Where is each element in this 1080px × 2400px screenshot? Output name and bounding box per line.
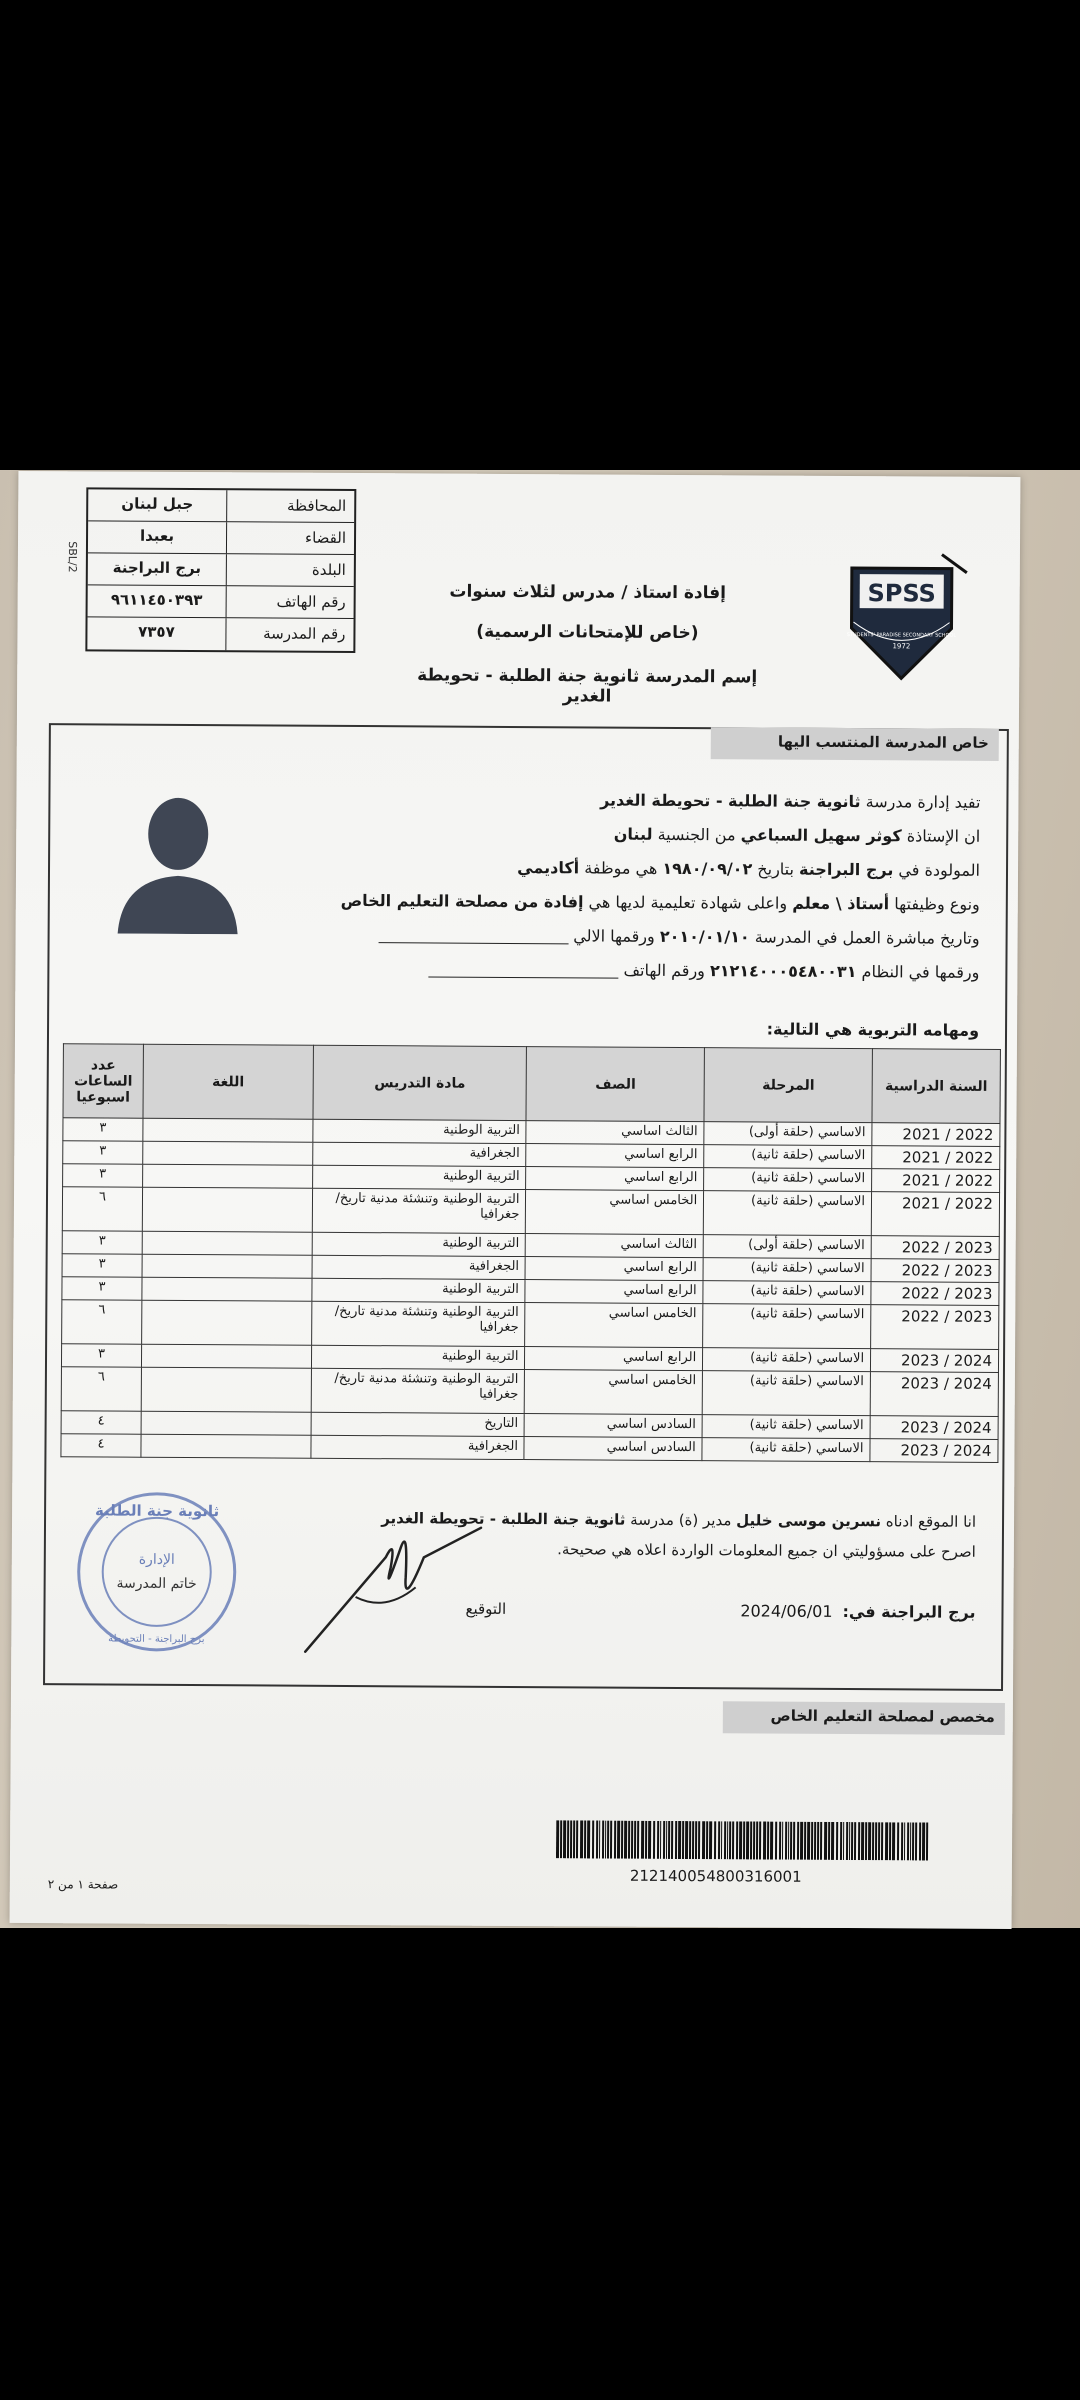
school-name-inline: ثانوية جنة الطلبة - تحويطة الغدير — [600, 790, 861, 812]
stamp-bottom-text: برج البراجنة - التحويطة — [108, 1633, 205, 1646]
barcode-bar — [739, 1821, 742, 1859]
barcode-bar — [759, 1822, 761, 1860]
barcode-bar — [682, 1821, 684, 1859]
cell-stage: الاساسي (حلقة ثانية) — [703, 1348, 871, 1372]
barcode-bar — [714, 1821, 716, 1859]
cell-stage: الاساسي (حلقة ثانية) — [702, 1415, 870, 1439]
text-segment: المولودة في — [893, 860, 981, 880]
document-page — [10, 471, 1021, 1929]
barcode-bar — [689, 1821, 691, 1859]
barcode-bar — [727, 1821, 728, 1859]
info-label: رقم الهاتف — [226, 586, 354, 618]
table-row — [61, 1367, 998, 1417]
cell-grade: الخامس اساسي — [525, 1370, 703, 1415]
cell-language — [142, 1277, 312, 1301]
info-value: ٩٦١١٤٥٠٣٩٣ — [110, 590, 203, 610]
barcode-bar — [596, 1821, 598, 1859]
cell-year: 2022 / 2021 — [872, 1146, 1000, 1170]
table-header-row — [63, 1044, 1000, 1124]
barcode-bar — [657, 1821, 659, 1859]
cell-year: 2022 / 2021 — [872, 1169, 1000, 1193]
body-line-6 — [428, 959, 979, 981]
barcode-bar — [624, 1821, 627, 1859]
text-segment: ونوع وظيفتها — [889, 894, 980, 914]
blank-line — [428, 963, 618, 978]
cell-stage: الاساسي (حلقة أولى) — [704, 1122, 872, 1146]
barcode-bar — [817, 1822, 819, 1860]
barcode-bar — [580, 1820, 583, 1858]
birth-place: برج البراجنة — [799, 859, 894, 880]
barcode-bar — [610, 1821, 612, 1859]
barcode-bar — [820, 1822, 822, 1860]
cell-language — [142, 1254, 312, 1278]
column-header: عدد الساعات اسبوعيا — [63, 1044, 143, 1118]
cell-hours: ٦ — [62, 1300, 142, 1344]
declaration-line-2: اصرح على مسؤوليتي ان جميع المعلومات الواردة اعلاه هي صحيحة. — [557, 1540, 976, 1561]
barcode-bar — [790, 1822, 792, 1860]
barcode-bar — [560, 1820, 562, 1858]
cell-grade: الرابع اساسي — [526, 1144, 704, 1168]
barcode-bar — [746, 1821, 749, 1859]
cell-grade: الخامس اساسي — [525, 1303, 703, 1348]
text-segment: ورقم الهاتف — [618, 960, 711, 981]
barcode-bar — [807, 1822, 810, 1860]
logo-ring-text: STUDENTS' PARADISE SECONDARY SCHOOL — [846, 632, 957, 639]
info-row — [88, 489, 354, 523]
cell-year: 2023 / 2022 — [871, 1259, 999, 1283]
column-header: الصف — [526, 1047, 704, 1122]
barcode-bar — [702, 1821, 705, 1859]
text-segment: ورقمها في النظام — [856, 962, 980, 982]
tasks-table — [60, 1043, 1001, 1463]
text-segment: هي موظفة — [579, 858, 663, 878]
barcode-bar — [865, 1822, 867, 1860]
text-segment: واعلى شهادة تعليمية لديها هي — [583, 892, 793, 913]
barcode-bar — [648, 1821, 651, 1859]
cell-language — [143, 1118, 313, 1142]
barcode-bar — [868, 1822, 871, 1860]
body-line-5 — [378, 925, 980, 948]
text-segment: ان الإستاذة — [901, 826, 981, 846]
barcode-bar — [666, 1821, 667, 1859]
barcode — [556, 1820, 932, 1860]
barcode-bar — [926, 1823, 928, 1861]
barcode-bar — [828, 1822, 830, 1860]
birth-date: ١٩٨٠/٠٩/٠٢ — [662, 858, 753, 879]
text-segment: بتاريخ — [752, 859, 800, 879]
barcode-bar — [678, 1821, 681, 1859]
barcode-bar — [811, 1822, 813, 1860]
job-type: أكاديمي — [517, 858, 580, 878]
barcode-bar — [831, 1822, 834, 1860]
body-line-1 — [600, 791, 980, 812]
barcode-bar — [800, 1822, 803, 1860]
barcode-bar — [570, 1820, 572, 1858]
cell-hours: ٣ — [62, 1231, 142, 1254]
barcode-bar — [889, 1822, 891, 1860]
barcode-bar — [846, 1822, 848, 1860]
column-header: المرحلة — [704, 1048, 872, 1123]
highest-degree: إفادة من مصلحة التعليم الخاص — [340, 890, 584, 912]
date-value: 2024/06/01 — [740, 1601, 833, 1621]
barcode-bar — [788, 1822, 789, 1860]
job-title: أستاذ \ معلم — [792, 893, 890, 914]
barcode-bar — [910, 1822, 911, 1860]
barcode-bar — [732, 1821, 734, 1859]
barcode-bar — [607, 1821, 609, 1859]
barcode-bar — [763, 1822, 766, 1860]
tasks-title: ومهامه التربوية هي التالية: — [766, 1019, 980, 1040]
barcode-bar — [849, 1822, 850, 1860]
info-row — [88, 553, 354, 587]
barcode-bar — [840, 1822, 842, 1860]
barcode-bar — [587, 1820, 590, 1858]
barcode-bar — [653, 1821, 655, 1859]
document-header — [397, 581, 778, 707]
stamp-ring-text: ثانوية جنة الطلبة — [94, 1501, 220, 1521]
cell-hours: ٣ — [63, 1118, 143, 1141]
column-header: مادة التدريس — [313, 1045, 527, 1120]
barcode-bar — [637, 1821, 639, 1859]
barcode-bar — [698, 1821, 700, 1859]
barcode-bar — [605, 1821, 606, 1859]
cell-hours: ٦ — [61, 1367, 141, 1411]
text-segment: مدير (ة) مدرسة — [625, 1510, 737, 1530]
section-school-bar: خاص المدرسة المنتسب اليها — [711, 727, 999, 761]
place-date — [740, 1601, 975, 1621]
barcode-bar — [631, 1821, 633, 1859]
barcode-bar — [851, 1822, 853, 1860]
barcode-bar — [556, 1820, 559, 1858]
cell-stage: الاساسي (حلقة ثانية) — [703, 1258, 871, 1282]
stamp-inner-text-2: خاتم المدرسة — [116, 1575, 197, 1593]
barcode-bar — [878, 1822, 880, 1860]
document-title: إفادة استاذ / مدرس لثلاث سنوات — [449, 581, 727, 604]
cell-grade: السادس اساسي — [525, 1414, 703, 1438]
school-name-inline: ثانوية جنة الطلبة - تحويطة الغدير — [381, 1509, 626, 1529]
barcode-bar — [901, 1822, 903, 1860]
cell-subject: التاريخ — [311, 1412, 525, 1436]
cell-year: 2023 / 2022 — [871, 1236, 999, 1260]
barcode-bar — [576, 1820, 578, 1858]
cell-stage: الاساسي (حلقة أولى) — [703, 1235, 871, 1259]
cell-hours: ٤ — [61, 1411, 141, 1434]
barcode-bar — [602, 1821, 604, 1859]
cell-grade: الرابع اساسي — [525, 1257, 703, 1281]
body-line-2 — [614, 825, 981, 846]
info-row — [88, 585, 354, 619]
info-label: البلدة — [226, 554, 354, 586]
barcode-bar — [660, 1821, 661, 1859]
barcode-bar — [695, 1821, 697, 1859]
cell-language — [141, 1344, 311, 1368]
cell-subject: التربية الوطنية وتنشئة مدنية تاريخ/ جغرافيا — [311, 1368, 525, 1413]
barcode-bar — [804, 1822, 806, 1860]
text-segment: تفيد إدارة مدرسة — [860, 792, 981, 812]
cell-subject: التربية الوطنية وتنشئة مدنية تاريخ/ جغرافيا — [311, 1301, 525, 1346]
cell-language — [141, 1411, 311, 1435]
info-value: برج البراجنة — [112, 558, 202, 578]
cell-hours: ٤ — [61, 1434, 141, 1457]
barcode-bar — [668, 1821, 670, 1859]
place-label: برج البراجنة في: — [842, 1602, 976, 1622]
school-logo — [831, 548, 972, 689]
barcode-bar — [641, 1821, 644, 1859]
cell-stage: الاساسي (حلقة ثانية) — [702, 1371, 870, 1416]
barcode-number: 212140054800316001 — [629, 1866, 802, 1886]
text-segment: من الجنسية — [652, 824, 741, 845]
cell-stage: الاساسي (حلقة ثانية) — [704, 1191, 872, 1236]
cell-subject: التربية الوطنية — [312, 1232, 526, 1256]
info-label: المحافظة — [226, 490, 354, 522]
cell-hours: ٣ — [63, 1141, 143, 1164]
barcode-bar — [573, 1820, 575, 1858]
barcode-bar — [814, 1822, 816, 1860]
school-info-box — [85, 487, 356, 653]
barcode-bar — [721, 1821, 722, 1859]
barcode-bar — [634, 1821, 636, 1859]
section-office-bar: مخصص لمصلحة التعليم الخاص — [723, 1701, 1005, 1735]
cell-subject: الجغرافية — [312, 1142, 526, 1166]
barcode-bar — [782, 1822, 783, 1860]
text-segment: انا الموقع ادناه — [881, 1512, 977, 1531]
barcode-bar — [599, 1821, 600, 1859]
principal-name: نسرين موسى خليل — [736, 1511, 882, 1531]
text-segment: ورقمها الالي — [568, 926, 660, 946]
cell-year: 2022 / 2021 — [871, 1192, 999, 1237]
barcode-bar — [875, 1822, 877, 1860]
info-value: جبل لبنان — [121, 494, 194, 514]
cell-hours: ٣ — [61, 1344, 141, 1367]
barcode-bar — [628, 1821, 630, 1859]
barcode-bar — [567, 1820, 569, 1858]
cell-subject: التربية الوطنية وتنشئة مدنية تاريخ/ جغرافيا — [312, 1188, 526, 1233]
barcode-bar — [736, 1821, 738, 1859]
page-number: صفحة ١ من ٢ — [47, 1877, 119, 1892]
cell-hours: ٣ — [62, 1254, 142, 1277]
barcode-bar — [836, 1822, 838, 1860]
barcode-bar — [621, 1821, 623, 1859]
barcode-bar — [785, 1822, 787, 1860]
barcode-bar — [907, 1822, 909, 1860]
barcode-bar — [617, 1821, 620, 1859]
signature-label: التوقيع — [465, 1599, 507, 1618]
barcode-bar — [892, 1822, 895, 1860]
cell-stage: الاساسي (حلقة ثانية) — [702, 1438, 870, 1462]
document-subtitle: (خاص للإمتحانات الرسمية) — [476, 621, 699, 644]
nationality: لبنان — [613, 824, 653, 844]
person-photo-placeholder — [108, 784, 249, 935]
cell-subject: التربية الوطنية — [313, 1119, 527, 1143]
body-line-3 — [517, 858, 980, 880]
barcode-bar — [692, 1821, 694, 1859]
barcode-bar — [663, 1821, 665, 1859]
barcode-bar — [797, 1822, 799, 1860]
barcode-bar — [709, 1821, 712, 1859]
cell-grade: الرابع اساسي — [526, 1167, 704, 1191]
cell-stage: الاساسي (حلقة ثانية) — [704, 1168, 872, 1192]
cell-stage: الاساسي (حلقة ثانية) — [703, 1281, 871, 1305]
logo-year: 1972 — [892, 642, 911, 651]
barcode-bar — [753, 1821, 755, 1859]
cell-year: 2024 / 2023 — [870, 1372, 998, 1417]
barcode-bar — [718, 1821, 720, 1859]
barcode-bar — [779, 1822, 781, 1860]
column-header: اللغة — [143, 1044, 313, 1119]
barcode-bar — [881, 1822, 883, 1860]
cell-grade: الخامس اساسي — [526, 1190, 704, 1235]
cell-grade: الثالث اساسي — [526, 1234, 704, 1258]
barcode-bar — [793, 1822, 795, 1860]
barcode-bar — [756, 1821, 758, 1859]
barcode-bar — [675, 1821, 677, 1859]
barcode-bar — [861, 1822, 864, 1860]
school-name: إسم المدرسة ثانوية جنة الطلبة - تحويطة الغدير — [417, 665, 758, 707]
barcode-bar — [750, 1821, 752, 1859]
cell-year: 2024 / 2023 — [870, 1416, 998, 1440]
handwritten-signature — [295, 1517, 486, 1658]
cell-year: 2023 / 2022 — [871, 1305, 999, 1350]
text-segment: وتاريخ مباشرة العمل في المدرسة — [749, 927, 980, 948]
barcode-bar — [645, 1821, 647, 1859]
teacher-name: كوثر سهيل السباعي — [740, 825, 902, 846]
cell-hours: ٣ — [62, 1277, 142, 1300]
main-frame — [43, 723, 1009, 1691]
barcode-bar — [767, 1822, 769, 1860]
barcode-bar — [897, 1822, 899, 1860]
cell-language — [142, 1187, 312, 1232]
cell-year: 2023 / 2022 — [871, 1282, 999, 1306]
barcode-bar — [729, 1821, 731, 1859]
barcode-bar — [743, 1821, 745, 1859]
cell-stage: الاساسي (حلقة ثانية) — [704, 1145, 872, 1169]
column-header: السنة الدراسية — [872, 1049, 1000, 1124]
info-row — [88, 521, 354, 555]
barcode-bar — [685, 1821, 688, 1859]
barcode-bar — [915, 1822, 917, 1860]
barcode-bar — [872, 1822, 874, 1860]
barcode-bar — [843, 1822, 844, 1860]
cell-hours: ٦ — [62, 1187, 142, 1231]
barcode-bar — [724, 1821, 726, 1859]
barcode-bar — [614, 1821, 616, 1859]
barcode-bar — [854, 1822, 856, 1860]
cell-subject: التربية الوطنية — [311, 1345, 525, 1369]
barcode-bar — [922, 1822, 925, 1860]
cell-subject: التربية الوطنية — [312, 1165, 526, 1189]
info-label: رقم المدرسة — [225, 618, 353, 651]
barcode-bar — [592, 1820, 594, 1858]
barcode-bar — [775, 1822, 777, 1860]
info-row — [87, 617, 353, 651]
barcode-bar — [919, 1822, 921, 1860]
school-stamp — [61, 1483, 252, 1664]
cell-language — [141, 1434, 311, 1458]
cell-subject: التربية الوطنية — [312, 1278, 526, 1302]
barcode-bar — [824, 1822, 827, 1860]
cell-language — [143, 1141, 313, 1165]
cell-year: 2024 / 2023 — [871, 1349, 999, 1373]
info-label: القضاء — [226, 522, 354, 554]
info-value: بعبدا — [139, 526, 175, 545]
cell-year: 2024 / 2023 — [870, 1439, 998, 1463]
barcode-bar — [885, 1822, 888, 1860]
stamp-inner-text-1: الإدارة — [138, 1551, 175, 1568]
logo-text: SPSS — [867, 579, 936, 608]
cell-hours: ٣ — [63, 1164, 143, 1187]
barcode-bar — [904, 1822, 905, 1860]
cell-grade: الرابع اساسي — [525, 1280, 703, 1304]
cell-language — [142, 1231, 312, 1255]
cell-grade: السادس اساسي — [524, 1437, 702, 1461]
cell-grade: الرابع اساسي — [525, 1347, 703, 1371]
cell-stage: الاساسي (حلقة ثانية) — [703, 1304, 871, 1349]
info-value: ٧٣٥٧ — [138, 622, 175, 641]
barcode-bar — [671, 1821, 673, 1859]
table-row — [62, 1187, 999, 1237]
barcode-bar — [858, 1822, 860, 1860]
cell-grade: الثالث اساسي — [526, 1121, 704, 1145]
table-row — [62, 1300, 999, 1350]
start-date: ٢٠١٠/٠١/١٠ — [659, 926, 750, 947]
cell-language — [143, 1164, 313, 1188]
cell-subject: الجغرافية — [311, 1435, 525, 1459]
system-number: ٢١٢١٤٠٠٠٥٤٨٠٠٣١ — [709, 961, 857, 982]
side-mark: SBL/2 — [65, 541, 80, 573]
cell-year: 2022 / 2021 — [872, 1123, 1000, 1147]
cell-subject: الجغرافية — [312, 1255, 526, 1279]
table-row — [61, 1434, 998, 1463]
body-line-4 — [341, 891, 980, 914]
barcode-bar — [584, 1820, 586, 1858]
barcode-bar — [706, 1821, 708, 1859]
barcode-bar — [563, 1820, 566, 1858]
cell-language — [141, 1367, 311, 1412]
cell-language — [142, 1300, 312, 1345]
barcode-bar — [770, 1822, 773, 1860]
barcode-bar — [912, 1822, 914, 1860]
blank-line — [378, 929, 568, 944]
